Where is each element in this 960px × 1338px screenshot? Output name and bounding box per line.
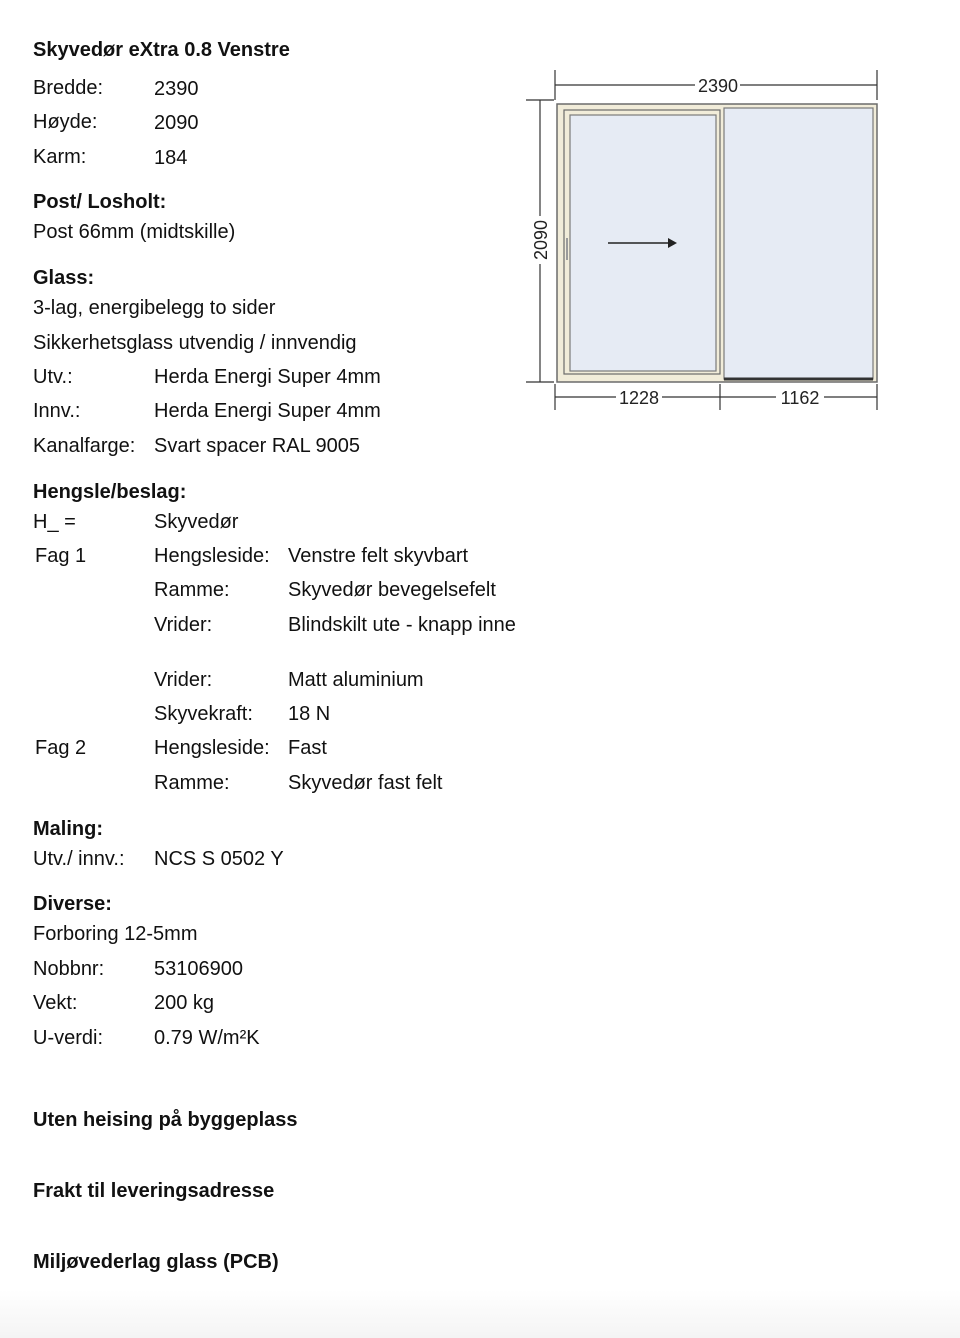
fag1-value: Blindskilt ute - knapp inne <box>288 614 516 636</box>
right-glass <box>724 108 873 379</box>
vekt-label: Vekt: <box>33 992 78 1014</box>
kanalfarge-value: Svart spacer RAL 9005 <box>154 435 361 457</box>
fag2-key: Hengsleside: <box>154 737 270 759</box>
product-title: Skyvedør eXtra 0.8 Venstre <box>33 39 290 61</box>
door-drawing <box>520 66 890 416</box>
u-verdi-label: U-verdi: <box>33 1027 104 1049</box>
maling-value: NCS S 0502 Y <box>154 848 284 870</box>
fag2-value: Fast <box>288 737 327 759</box>
glass-line1: 3-lag, energibelegg to sider <box>33 297 276 319</box>
frakt-line: Frakt til leveringsadresse <box>33 1180 275 1202</box>
fag1-value: Skyvedør bevegelsefelt <box>288 579 496 601</box>
fag1-key: Vrider: <box>154 669 213 691</box>
karm-value: 184 <box>154 147 188 169</box>
innv-value: Herda Energi Super 4mm <box>154 400 381 422</box>
utv-value: Herda Energi Super 4mm <box>154 366 381 388</box>
u-verdi-value: 0.79 W/m²K <box>154 1027 260 1049</box>
glass-line2: Sikkerhetsglass utvendig / innvendig <box>33 332 357 354</box>
nobbnr-value: 53106900 <box>154 958 243 980</box>
hoyde-label: Høyde: <box>33 111 98 133</box>
fag2-value: Skyvedør fast felt <box>288 772 443 794</box>
utv-label: Utv.: <box>33 366 73 388</box>
post-text: Post 66mm (midtskille) <box>33 221 236 243</box>
hengsle-heading: Hengsle/beslag: <box>33 481 187 503</box>
fag1-label: Fag 1 <box>35 545 87 567</box>
nobbnr-label: Nobbnr: <box>33 958 105 980</box>
height-dimension <box>526 100 554 382</box>
innv-label: Innv.: <box>33 400 81 422</box>
forboring-text: Forboring 12-5mm <box>33 923 198 945</box>
fag1-key: Hengsleside: <box>154 545 270 567</box>
page-bottom-shade <box>0 1290 960 1338</box>
glass-heading: Glass: <box>33 267 95 289</box>
fag2-label: Fag 2 <box>35 737 87 759</box>
maling-heading: Maling: <box>33 818 103 840</box>
panel-dimensions <box>555 384 877 410</box>
maling-label: Utv./ innv.: <box>33 848 125 870</box>
fag1-key: Vrider: <box>154 614 213 636</box>
width-label: 2390 <box>697 76 739 96</box>
heising-line: Uten heising på byggeplass <box>33 1109 298 1131</box>
fag1-key: Ramme: <box>154 579 230 601</box>
fag2-key: Ramme: <box>154 772 230 794</box>
bredde-value: 2390 <box>154 78 199 100</box>
vekt-value: 200 kg <box>154 992 215 1014</box>
fag1-value: Matt aluminium <box>288 669 424 691</box>
karm-label: Karm: <box>33 146 87 168</box>
width-dimension <box>555 70 877 100</box>
left-panel-width: 1228 <box>618 388 660 408</box>
h-label: H_ = <box>33 511 76 533</box>
diverse-heading: Diverse: <box>33 893 112 915</box>
height-label: 2090 <box>531 219 551 261</box>
hoyde-value: 2090 <box>154 112 199 134</box>
fag1-key: Skyvekraft: <box>154 703 253 725</box>
fag1-value: Venstre felt skyvbart <box>288 545 469 567</box>
fag1-value: 18 N <box>288 703 331 725</box>
bredde-label: Bredde: <box>33 77 104 99</box>
post-heading: Post/ Losholt: <box>33 191 167 213</box>
h-value: Skyvedør <box>154 511 239 533</box>
miljo-line: Miljøvederlag glass (PCB) <box>33 1251 279 1273</box>
kanalfarge-label: Kanalfarge: <box>33 435 136 457</box>
right-panel-width: 1162 <box>780 388 820 408</box>
